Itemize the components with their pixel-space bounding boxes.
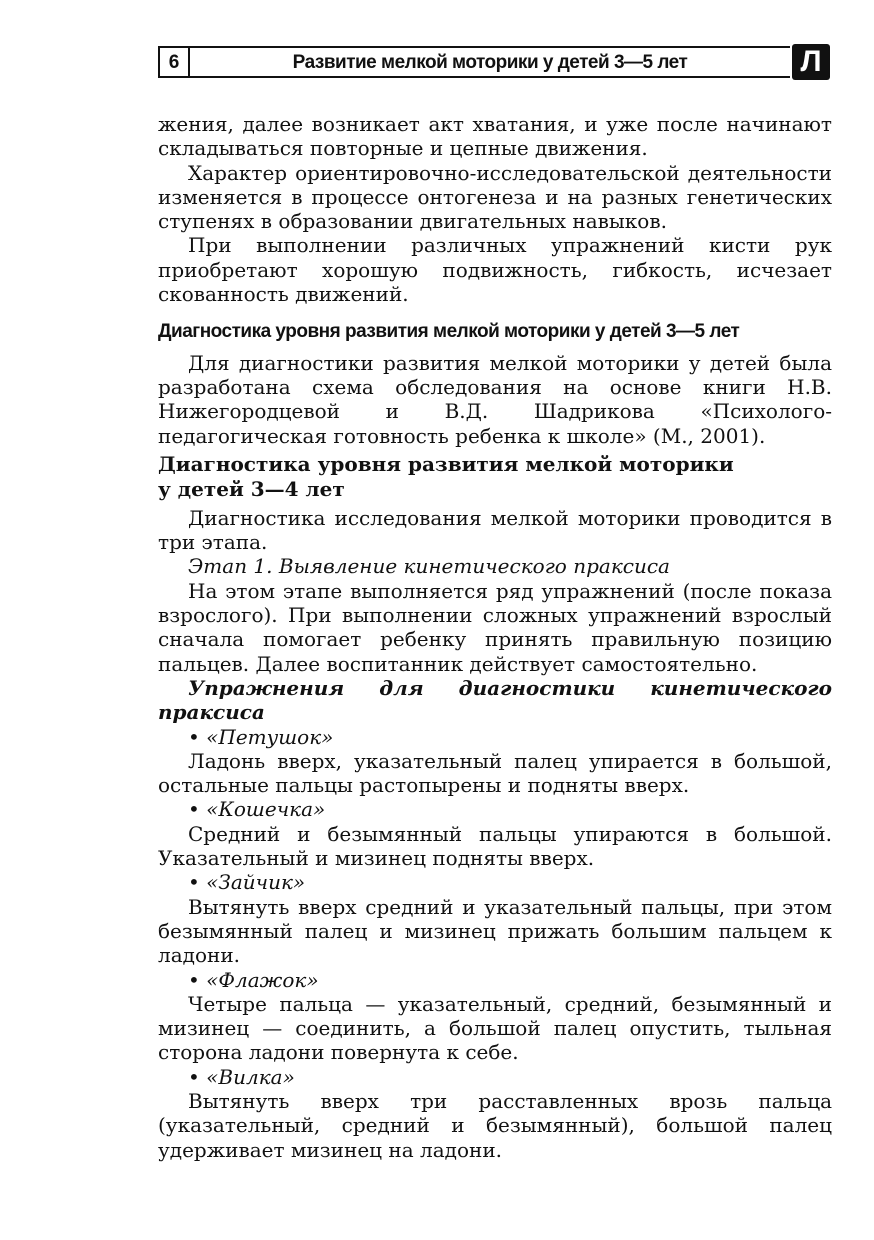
- paragraph: При выполнении различных упражнений кисти рук приобретают хорошую подвижность, гибкость, исчезает скованность движений.: [158, 233, 832, 307]
- page-number: 6: [158, 46, 190, 78]
- exercise-name: • «Вилка»: [188, 1064, 295, 1089]
- running-title: Развитие мелкой моторики у детей 3—5 лет: [292, 52, 688, 73]
- subsection-heading: [158, 452, 832, 502]
- subsection-heading-line: у детей 3—4 лет: [158, 476, 345, 501]
- exercise-name: • «Кошечка»: [188, 797, 326, 822]
- exercise-description: Средний и безымянный пальцы упираются в большой. Указательный и мизинец подняты вверх.: [158, 821, 832, 871]
- paragraph: На этом этапе выполняется ряд упражнений (после показа взрослого). При выполнении сложных упражнений взрослый сначала помогает ребенку принять правильную позицию пальцев. Далее воспитанник действует самостоятельно.: [158, 578, 832, 676]
- paragraph: Для диагностики развития мелкой моторики у детей была разработана схема обследования на основе книги Н.В. Нижегородцевой и В.Д. Шадрикова «Психолого-педагогическая готовность ребенка к школе» (М., 2001).: [158, 350, 832, 448]
- section-heading: Диагностика уровня развития мелкой моторики у детей 3—5 лет: [158, 321, 740, 343]
- exercise-description: Вытянуть вверх средний и указательный пальцы, при этом безымянный палец и мизинец прижать большим пальцем к ладони.: [158, 894, 832, 968]
- stage-heading: Этап 1. Выявление кинетического праксиса: [188, 554, 670, 579]
- exercise-name: • «Петушок»: [188, 724, 334, 749]
- paragraph: жения, далее возникает акт хватания, и уже после начинают складываться повторные и цепные движения.: [158, 112, 832, 161]
- paragraph: Характер ориентировочно-исследовательской деятельности изменяется в процессе онтогенеза и на разных генетических ступенях в образовании двигательных навыков.: [158, 160, 832, 234]
- exercise-description: Вытянуть вверх три расставленных врозь пальца (указательный, средний и безымянный), большой палец удерживает мизинец на ладони.: [158, 1088, 832, 1162]
- paragraph: Диагностика исследования мелкой моторики проводится в три этапа.: [158, 505, 832, 555]
- subsection-heading-line: Диагностика уровня развития мелкой моторики: [158, 451, 734, 476]
- exercise-name: • «Флажок»: [188, 967, 319, 992]
- exercise-description: Ладонь вверх, указательный палец упирается в большой, остальные пальцы растопырены и подняты вверх.: [158, 748, 832, 798]
- exercises-heading: Упражнения для диагностики кинетического праксиса: [158, 675, 832, 725]
- page-header: [158, 46, 830, 80]
- page-body: [158, 112, 832, 1162]
- exercise-description: Четыре пальца — указательный, средний, безымянный и мизинец — соединить, а большой палец опустить, тыльная сторона ладони повернута к себе.: [158, 991, 832, 1065]
- exercise-name: • «Зайчик»: [188, 870, 306, 895]
- publisher-logo-icon: Л: [792, 44, 830, 80]
